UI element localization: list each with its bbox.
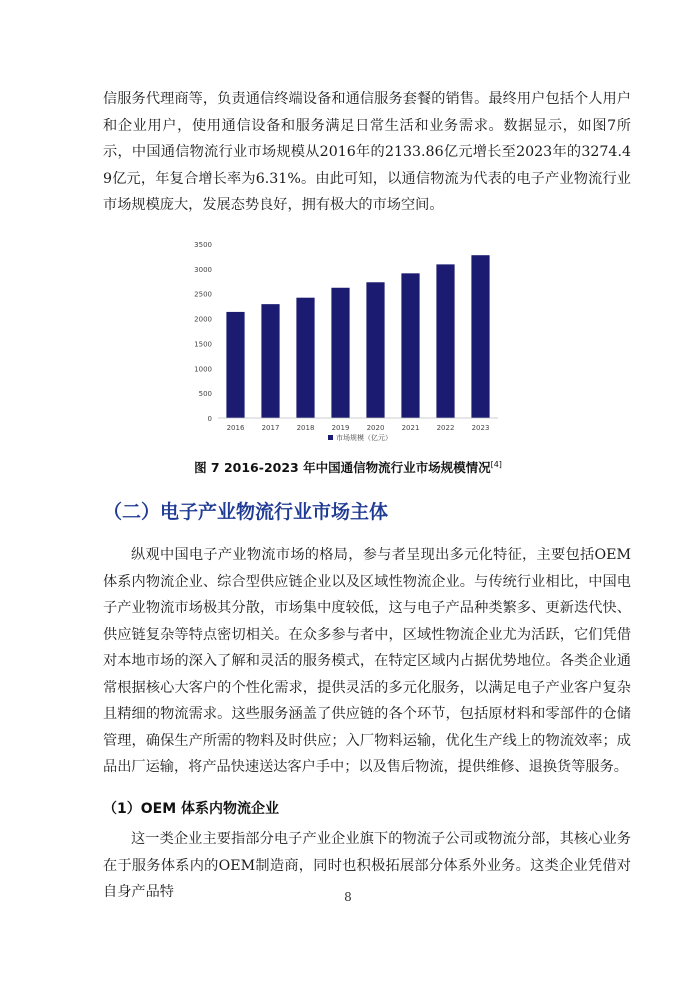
y-tick-label: 1500 [194,340,212,349]
x-tick-label: 2022 [436,424,455,432]
x-tick-label: 2023 [471,424,490,432]
bar-2020 [366,282,384,418]
bar-2019 [331,288,349,418]
y-tick-label: 2000 [194,315,212,324]
y-tick-label: 0 [207,415,212,423]
figure-caption [0,458,696,476]
legend-label: 市场规模（亿元） [336,434,392,442]
x-tick-label: 2016 [226,424,245,432]
subsection-heading: （1）OEM 体系内物流企业 [103,801,280,817]
y-tick-label: 3000 [194,265,212,274]
x-axis [218,418,498,432]
y-tick-label: 1000 [194,365,212,374]
body-paragraph-3: 这一类企业主要指部分电子产业企业旗下的物流子公司或物流分部，其核心业务在于服务体系内的OEM制造商，同时也积极拓展部分体系外业务。这类企业凭借对自身产品特 [103,831,631,900]
y-tick-label: 3500 [194,241,212,249]
x-tick-label: 2021 [401,424,420,432]
bar-2021 [401,273,419,418]
x-tick-label: 2017 [261,424,280,432]
legend-swatch [328,435,333,440]
x-tick-label: 2018 [296,424,315,432]
x-tick-label: 2020 [366,424,385,432]
figure-caption-text: 图 7 2016-2023 年中国通信物流行业市场规模情况 [194,460,491,475]
bar-2017 [261,304,279,418]
body-paragraph-1: 信服务代理商等，负责通信终端设备和通信服务套餐的销售。最终用户包括个人用户和企业用户，使用通信设备和服务满足日常生活和业务需求。数据显示，如图7所示，中国通信物流行业市场规模从2016年的2133.86亿元增长至2023年的3274.49亿元，年复合增长率为6.31%。由此可知，以通信物流为代表的电子产业物流行业市场规模庞大，发展态势良好，拥有极大的市场空间。 [103,91,631,213]
bar-2022 [436,264,454,418]
chart-legend [328,433,392,442]
citation-ref[interactable]: [4] [490,459,502,469]
market-size-bar-chart [188,232,508,454]
page-number: 8 [344,890,352,904]
y-tick-label: 500 [198,390,212,399]
section-heading: （二）电子产业物流行业市场主体 [103,501,389,523]
bar-2016 [226,312,244,418]
body-paragraph-2: 纵观中国电子产业物流市场的格局，参与者呈现出多元化特征，主要包括OEM体系内物流企业、综合型供应链企业以及区域性物流企业。与传统行业相比，中国电子产业物流市场极其分散，市场集中度较低，这与电子产品种类繁多、更新迭代快、供应链复杂等特点密切相关。在众多参与者中，区域性物流企业尤为活跃，它们凭借对本地市场的深入了解和灵活的服务模式，在特定区域内占据优势地位。各类企业通常根据核心大客户的个性化需求，提供灵活的多元化服务，以满足电子产业客户复杂且精细的物流需求。这些服务涵盖了供应链的各个环节，包括原材料和零部件的仓储管理，确保生产所需的物料及时供应；入厂物料运输，优化生产线上的物流效率；成品出厂运输，将产品快速送达客户手中；以及售后物流，提供维修、退换货等服务。 [103,547,631,775]
y-axis [194,241,212,423]
x-tick-label: 2019 [331,424,350,432]
bar-2018 [296,298,314,418]
bar-2023 [471,255,489,418]
y-tick-label: 2500 [194,290,212,299]
bar-series [226,255,489,418]
